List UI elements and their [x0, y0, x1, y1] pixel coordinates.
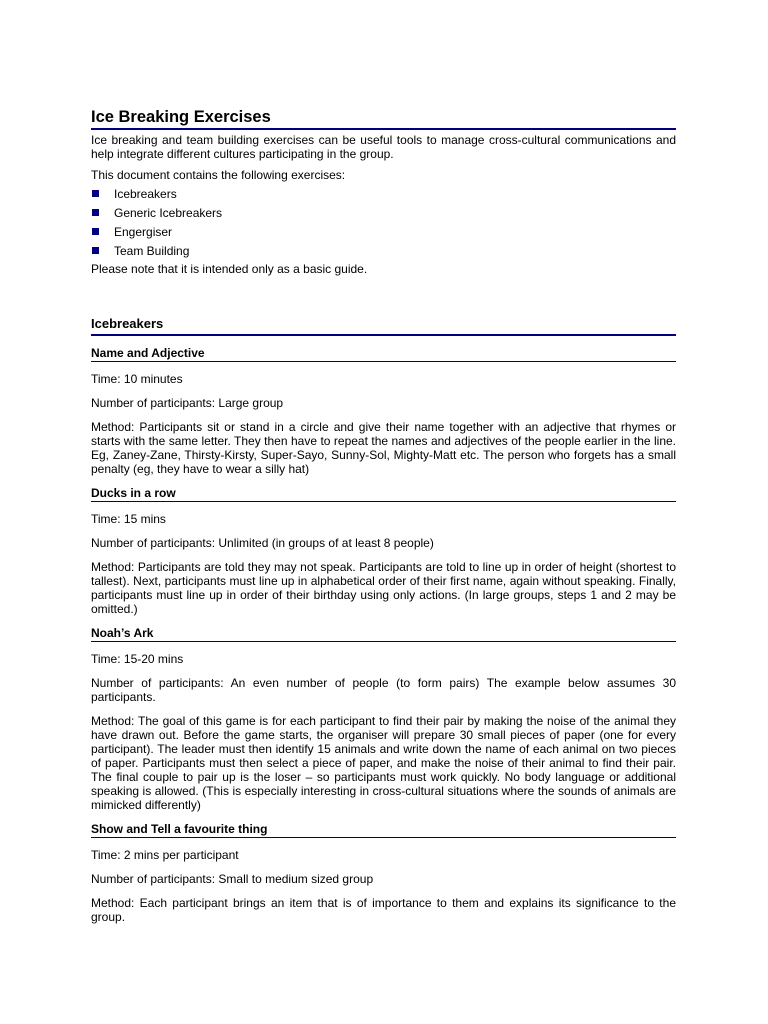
exercise-heading: Noah’s Ark: [91, 626, 676, 642]
list-item: Icebreakers: [91, 187, 676, 201]
note-line: Please note that it is intended only as a basic guide.: [91, 262, 368, 276]
document-title: Ice Breaking Exercises: [91, 108, 676, 130]
contains-line: This document contains the following exercises:: [91, 168, 346, 182]
exercise-heading: Ducks in a row: [91, 486, 676, 502]
exercise: [91, 626, 676, 812]
exercise: [91, 486, 676, 616]
exercise: [91, 346, 676, 476]
bullet-square-icon: [92, 190, 99, 197]
document-page: [91, 108, 676, 924]
exercise-participants: Number of participants: Small to medium sized group: [91, 872, 374, 886]
bullet-square-icon: [92, 228, 99, 235]
exercise-time: Time: 10 minutes: [91, 372, 183, 386]
exercise: [91, 822, 676, 924]
list-item: Team Building: [91, 244, 676, 258]
exercise-method: Method: Participants are told they may not speak. Participants are told to line up in order of height (shortest to tallest). Next, participants must line up in alphabetical order of their first name, again without speaking. Finally, participants must line up in order of their birthday using only actions. (In large groups, steps 1 and 2 may be omitted.): [91, 560, 676, 616]
bullet-square-icon: [92, 247, 99, 254]
exercise-participants: Number of participants: An even number of people (to form pairs) The example below assumes 30 participants.: [91, 676, 676, 704]
exercise-heading: Show and Tell a favourite thing: [91, 822, 676, 838]
exercise-method: Method: The goal of this game is for each participant to find their pair by making the noise of the animal they have drawn out. Before the game starts, the organiser will prepare 30 small pieces of paper (one for every participant). The leader must then identify 15 animals and write down the name of each animal on two pieces of paper. Participants must then select a piece of paper, and make the noise of their animal to find their pair. The final couple to pair up is the loser – so participants must work quickly. No body language or additional speaking is allowed. (This is especially interesting in cross-cultural situations where the sounds of animals are mimicked differently): [91, 714, 676, 812]
exercise-participants: Number of participants: Large group: [91, 396, 284, 410]
list-item: Generic Icebreakers: [91, 206, 676, 220]
exercise-method: Method: Participants sit or stand in a circle and give their name together with an adjective that rhymes or starts with the same letter. They then have to repeat the names and adjectives of the people earlier in the line. Eg, Zaney-Zane, Thirsty-Kirsty, Super-Sayo, Sunny-Sol, Mighty-Matt etc. The person who forgets has a small penalty (eg, they have to wear a silly hat): [91, 420, 676, 476]
exercise-method: Method: Each participant brings an item that is of importance to them and explains its significance to the group.: [91, 896, 676, 924]
exercise-time: Time: 2 mins per participant: [91, 848, 239, 862]
exercise-participants: Number of participants: Unlimited (in groups of at least 8 people): [91, 536, 434, 550]
list-item: Engergiser: [91, 225, 676, 239]
bullet-square-icon: [92, 209, 99, 216]
exercise-list: [91, 187, 676, 258]
exercise-heading: Name and Adjective: [91, 346, 676, 362]
exercise-time: Time: 15-20 mins: [91, 652, 184, 666]
intro-paragraph: Ice breaking and team building exercises can be useful tools to manage cross-cultural communications and help integrate different cultures participating in the group.: [91, 133, 676, 161]
icebreakers-section: [91, 316, 676, 924]
exercise-time: Time: 15 mins: [91, 512, 166, 526]
section-heading: Icebreakers: [91, 316, 676, 336]
